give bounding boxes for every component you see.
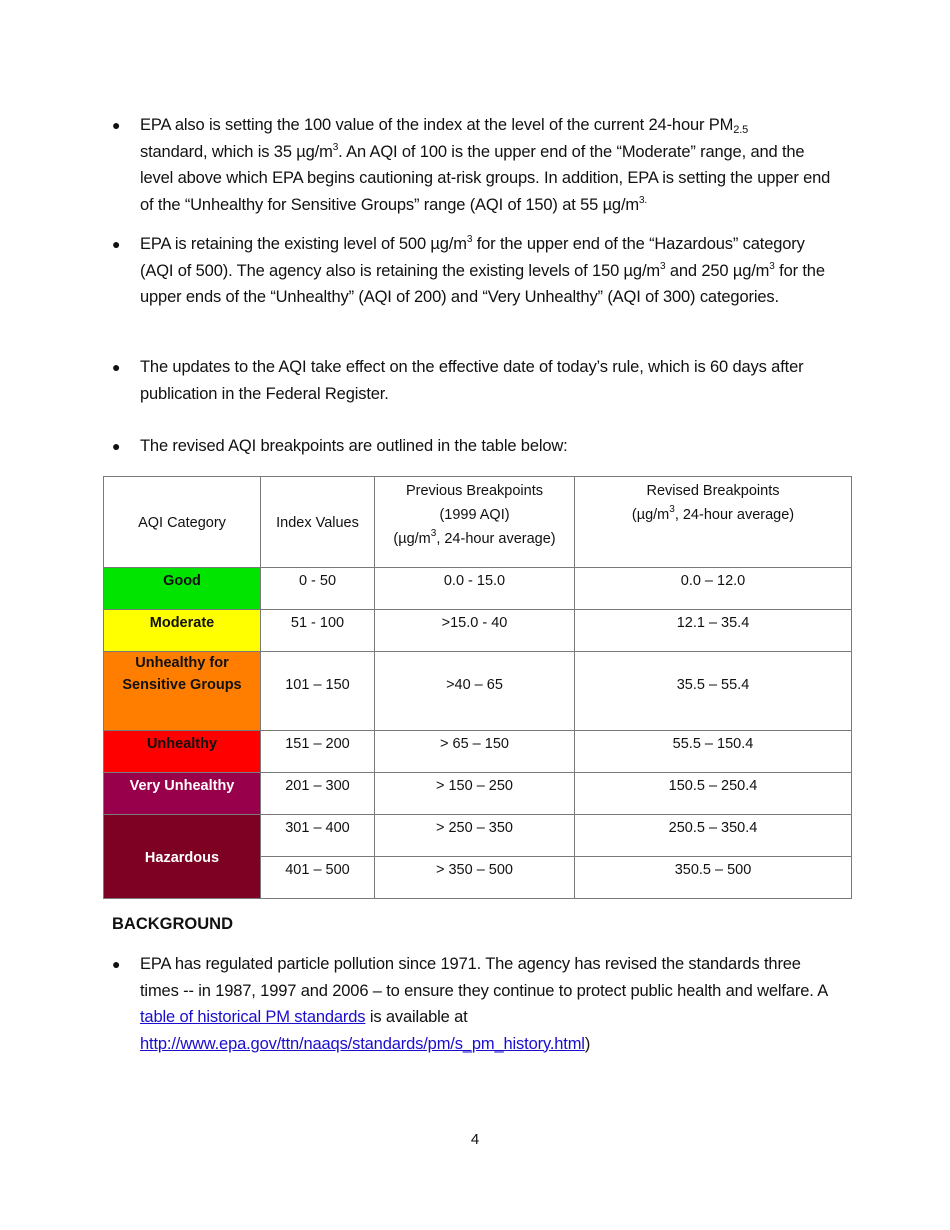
header-aqi-category: AQI Category bbox=[104, 477, 261, 568]
revised-breakpoint-cell: 250.5 – 350.4 bbox=[575, 815, 852, 857]
bullet-text: The revised AQI breakpoints are outlined in the table below: bbox=[140, 437, 568, 455]
previous-breakpoint-cell: > 250 – 350 bbox=[375, 815, 575, 857]
previous-breakpoint-cell: 0.0 - 15.0 bbox=[375, 568, 575, 610]
bullet-table-intro bbox=[112, 433, 832, 460]
table-row bbox=[104, 815, 852, 857]
bullet-icon: ● bbox=[112, 117, 121, 133]
table-row bbox=[104, 610, 852, 652]
bullet-icon: ● bbox=[112, 359, 121, 375]
bullet-icon: ● bbox=[112, 438, 121, 454]
bullet-pm25-index bbox=[112, 112, 832, 218]
bullet-background bbox=[112, 951, 832, 1057]
revised-breakpoint-cell: 35.5 – 55.4 bbox=[575, 652, 852, 731]
bullet-text: The updates to the AQI take effect on the effective date of today’s rule, which is 60 days after publication in the Federal Register. bbox=[140, 358, 804, 403]
bullet-icon: ● bbox=[112, 956, 121, 972]
revised-breakpoint-cell: 0.0 – 12.0 bbox=[575, 568, 852, 610]
previous-breakpoint-cell: > 350 – 500 bbox=[375, 857, 575, 899]
revised-breakpoint-cell: 350.5 – 500 bbox=[575, 857, 852, 899]
index-values-cell: 401 – 500 bbox=[261, 857, 375, 899]
aqi-breakpoints-table bbox=[103, 476, 852, 899]
bullet-effective-date bbox=[112, 354, 832, 407]
header-index-values: Index Values bbox=[261, 477, 375, 568]
category-very-unhealthy: Very Unhealthy bbox=[104, 773, 261, 815]
historical-pm-standards-link[interactable]: table of historical PM standards bbox=[140, 1008, 366, 1026]
bullet-retaining-levels bbox=[112, 231, 832, 311]
page-number: 4 bbox=[470, 1131, 480, 1148]
table-header-row bbox=[104, 477, 852, 568]
category-unhealthy: Unhealthy bbox=[104, 731, 261, 773]
revised-breakpoint-cell: 150.5 – 250.4 bbox=[575, 773, 852, 815]
index-values-cell: 101 – 150 bbox=[261, 652, 375, 731]
index-values-cell: 201 – 300 bbox=[261, 773, 375, 815]
previous-breakpoint-cell: > 150 – 250 bbox=[375, 773, 575, 815]
category-good: Good bbox=[104, 568, 261, 610]
previous-breakpoint-cell: > 65 – 150 bbox=[375, 731, 575, 773]
previous-breakpoint-cell: >15.0 - 40 bbox=[375, 610, 575, 652]
revised-breakpoint-cell: 12.1 – 35.4 bbox=[575, 610, 852, 652]
table-row bbox=[104, 731, 852, 773]
bullet-text: EPA also is setting the 100 value of the index at the level of the current 24-hour $PM_{2.5}$ standard, which is 35 $\mu g/m^3$. An AQI of 100 is the upper end of the “Moderate” range, and the level above which EPA begins cautioning at-risk groups. In addition, EPA is setting the upper end of the “Unhealthy for Sensitive Groups” range (AQI of 150) at 55 $\mu g/m^{3.}$ bbox=[140, 116, 831, 214]
section-heading-background: BACKGROUND bbox=[112, 915, 233, 933]
table-row bbox=[104, 773, 852, 815]
header-previous-breakpoints: Previous Breakpoints (1999 AQI) ($\mu g/m^3$, 24-hour average) bbox=[375, 477, 575, 568]
category-hazardous: Hazardous bbox=[104, 815, 261, 899]
pm-history-url-link[interactable]: http://www.epa.gov/ttn/naaqs/standards/pm/s_pm_history.html bbox=[140, 1034, 585, 1053]
category-unhealthy-sensitive: Unhealthy for Sensitive Groups bbox=[104, 652, 261, 731]
table-row bbox=[104, 652, 852, 731]
previous-breakpoint-cell: >40 – 65 bbox=[375, 652, 575, 731]
header-revised-breakpoints: Revised Breakpoints ($\mu g/m^3$, 24-hour average) bbox=[575, 477, 852, 568]
bullet-icon: ● bbox=[112, 236, 121, 252]
table-row bbox=[104, 568, 852, 610]
index-values-cell: 51 - 100 bbox=[261, 610, 375, 652]
revised-breakpoint-cell: 55.5 – 150.4 bbox=[575, 731, 852, 773]
index-values-cell: 0 - 50 bbox=[261, 568, 375, 610]
bullet-text: EPA is retaining the existing level of 500 $\mu g/m^3$ for the upper end of the “Hazardous” category (AQI of 500). The agency also is retaining the existing levels of 150 $\mu g/m^3$ and 250 $\mu g/m^3$ for the upper ends of the “Unhealthy” (AQI of 200) and “Very Unhealthy” (AQI of 300) categories. bbox=[140, 234, 825, 306]
bullet-text: EPA has regulated particle pollution since 1971. The agency has revised the standards three times -- in 1987, 1997 and 2006 – to ensure they continue to protect public health and welfare. A table of historical PM standards is available at http://www.epa.gov/ttn/naaqs/standards/pm/s_pm_history.html) bbox=[140, 955, 828, 1053]
index-values-cell: 301 – 400 bbox=[261, 815, 375, 857]
category-moderate: Moderate bbox=[104, 610, 261, 652]
index-values-cell: 151 – 200 bbox=[261, 731, 375, 773]
